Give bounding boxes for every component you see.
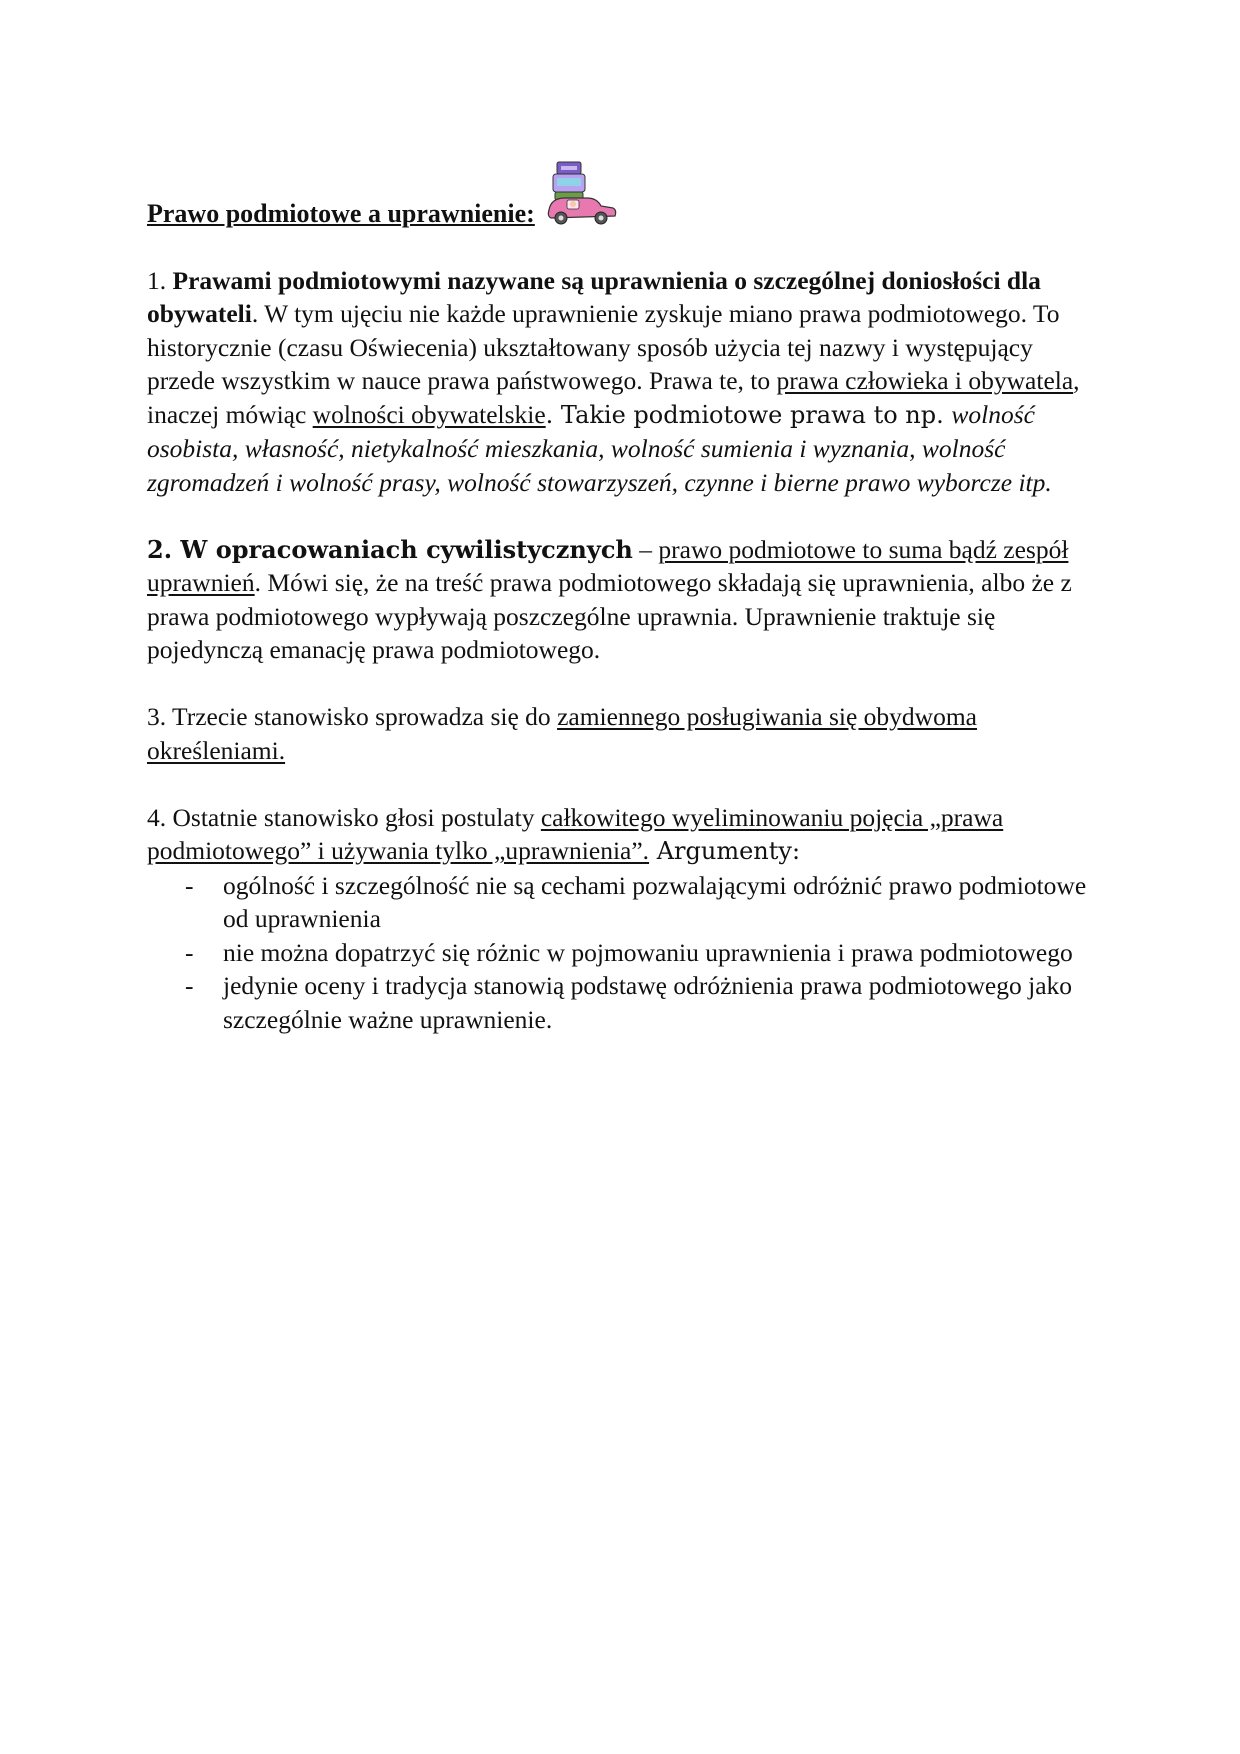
page-title: Prawo podmiotowe a uprawnienie: [147, 198, 535, 228]
p1-text-2: , inaczej mówiąc [147, 366, 1080, 429]
p4-text-1: 4. Ostatnie stanowisko głosi postulaty [147, 802, 541, 832]
paragraph-1 [147, 264, 1097, 500]
paragraph-4 [147, 801, 1097, 869]
arguments-list [147, 869, 1097, 1037]
p4-underline-1: całkowitego wyeliminowaniu pojęcia „prawa podmiotowego” i używania tylko „uprawnienia”. [147, 802, 1004, 865]
p1-text-1: . W tym ujęciu nie każde uprawnienie zyskuje miano prawa podmiotowego. To historycznie (czasu Oświecenia) ukształtowany sposób użycia tej nazwy i występujący przede wszystkim w nauce prawa państwowego. Prawa te, to [147, 299, 1060, 395]
p2-text-2: . Mówi się, że na treść prawa podmiotowego składają się uprawnienia, albo że z prawa podmiotowego wypływają poszczególne uprawnia. Uprawnienie traktuje się pojedynczą emanację prawa podmiotowego. [147, 568, 1072, 664]
list-dash: - [185, 971, 194, 1000]
p4-text-2: Argumenty: [649, 837, 801, 865]
p2-bold-heading: 2. W opracowaniach cywilistycznych [147, 534, 633, 564]
list-dash: - [185, 937, 194, 967]
list-item [147, 969, 1097, 1036]
list-item-text: jedynie oceny i tradycja stanowią podstawę odróżnienia prawa podmiotowego jako szczególnie ważne uprawnienie. [223, 971, 1073, 1034]
p2-underline-1: prawo podmiotowe to suma bądź zespół uprawnień [147, 534, 1069, 597]
p1-underline-2: wolności obywatelskie [312, 399, 546, 429]
pink-car-with-luggage-icon [543, 160, 619, 236]
list-item [147, 869, 1097, 936]
paragraph-2 [147, 533, 1097, 667]
list-dash: - [185, 870, 194, 900]
p2-text-1: – [632, 534, 659, 564]
p1-bold-definition: Prawami podmiotowymi nazywane są uprawnienia o szczególnej doniosłości dla obywateli [147, 265, 1041, 328]
title-row [147, 160, 1097, 230]
p1-underline-1: prawa człowieka i obywatela [776, 366, 1074, 395]
list-item-text: nie można dopatrzyć się różnic w pojmowaniu uprawnienia i prawa podmiotowego [223, 937, 1073, 967]
paragraph-3 [147, 700, 1097, 767]
p3-underline-1: zamiennego posługiwania się obydwoma określeniami. [147, 702, 978, 765]
p1-text-3: . Takie podmiotowe prawa to np. [545, 400, 952, 429]
list-item-text: ogólność i szczególność nie są cechami pozwalającymi odróżnić prawo podmiotowe od uprawnienia [223, 870, 1087, 933]
document-content [147, 160, 1097, 1036]
list-item [147, 936, 1097, 970]
p3-text-1: 3. Trzecie stanowisko sprowadza się do [147, 702, 558, 731]
p1-italic-list: wolność osobista, własność, nietykalność mieszkania, wolność sumienia i wyznania, wolność zgromadzeń i wolność prasy, wolność stowarzyszeń, czynne i bierne prawo wyborcze itp. [147, 399, 1052, 497]
p1-number: 1. [147, 265, 173, 295]
